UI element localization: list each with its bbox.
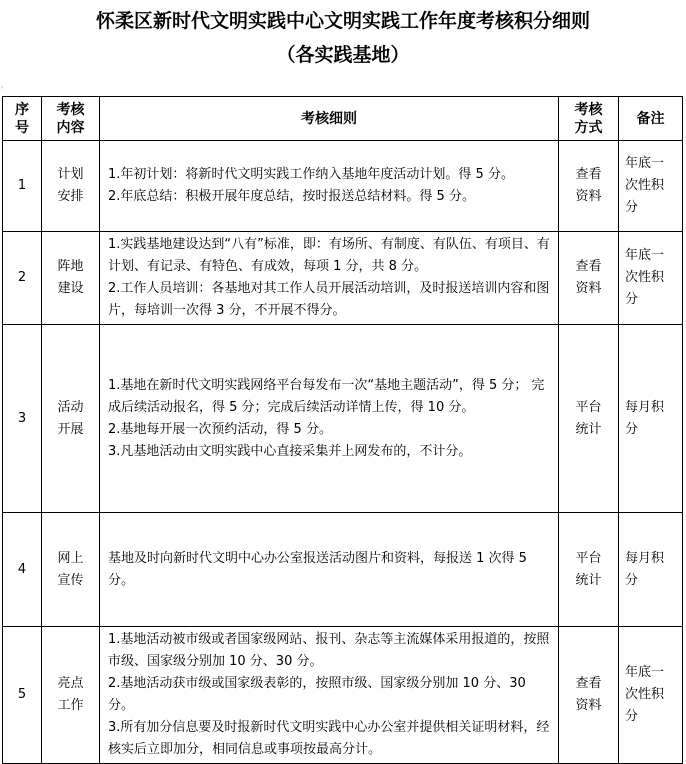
row-note: 年底一 次性积 分 xyxy=(619,141,683,232)
row-seq: 3 xyxy=(3,325,42,513)
row-content: 网上 宣传 xyxy=(42,513,100,627)
row-method: 平台 统计 xyxy=(559,325,619,513)
row-detail: 基地及时向新时代文明中心办公室报送活动图片和资料，每报送 1 次得 5 分。 xyxy=(100,513,559,627)
document-subtitle: （各实践基地） xyxy=(276,44,410,66)
row-content: 计划 安排 xyxy=(42,141,100,232)
corner-mark: ◦ xyxy=(0,84,5,92)
row-note: 年底一 次性积 分 xyxy=(619,232,683,325)
header-detail: 考核细则 xyxy=(100,97,559,141)
row-method: 查看 资料 xyxy=(559,232,619,325)
row-content: 活动 开展 xyxy=(42,325,100,513)
row-seq: 5 xyxy=(3,627,42,764)
table-row xyxy=(3,325,683,513)
row-content: 亮点 工作 xyxy=(42,627,100,764)
header-note: 备注 xyxy=(619,97,683,141)
row-note: 每月积 分 xyxy=(619,513,683,627)
table-row xyxy=(3,232,683,325)
row-seq: 1 xyxy=(3,141,42,232)
row-seq: 2 xyxy=(3,232,42,325)
row-method: 平台 统计 xyxy=(559,513,619,627)
table-row xyxy=(3,627,683,764)
row-detail: 1.年初计划：将新时代文明实践工作纳入基地年度活动计划。得 5 分。 2.年底总结：积极开展年度总结，按时报送总结材料。得 5 分。 xyxy=(100,141,559,232)
row-detail: 1.实践基地建设达到“八有”标准，即：有场所、有制度、有队伍、有项目、有计划、有记录、有特色、有成效，每项 1 分，共 8 分。 2.工作人员培训：各基地对其工作人员开展活动培训，及时报送培训内容和图片，每培训一次得 3 分，不开展不得分。 xyxy=(100,232,559,325)
row-detail: 1.基地活动被市级或者国家级网站、报刊、杂志等主流媒体采用报道的，按照市级、国家级分别加 10 分、30 分。 2.基地活动获市级或国家级表彰的，按照市级、国家级分别加 10 分、30 分。 3.所有加分信息要及时报新时代文明实践中心办公室并提供相关证明材料，经核实后立即加分，相同信息或事项按最高分计。 xyxy=(100,627,559,764)
row-method: 查看 资料 xyxy=(559,141,619,232)
header-row xyxy=(3,97,683,141)
assessment-table xyxy=(2,96,683,764)
row-seq: 4 xyxy=(3,513,42,627)
row-note: 年底一 次性积 分 xyxy=(619,627,683,764)
row-note: 每月积 分 xyxy=(619,325,683,513)
header-seq: 序 号 xyxy=(3,97,42,141)
header-content: 考核 内容 xyxy=(42,97,100,141)
row-detail: 1.基地在新时代文明实践网络平台每发布一次“基地主题活动”，得 5 分； 完成后续活动报名，得 5 分；完成后续活动详情上传，得 10 分。 2.基地每开展一次预约活动，得 5 分。 3.凡基地活动由文明实践中心直接采集并上网发布的，不计分。 xyxy=(100,325,559,513)
row-method: 查看 资料 xyxy=(559,627,619,764)
header-method: 考核 方式 xyxy=(559,97,619,141)
table-row xyxy=(3,141,683,232)
document-title: 怀柔区新时代文明实践中心文明实践工作年度考核积分细则 xyxy=(95,10,590,32)
row-content: 阵地 建设 xyxy=(42,232,100,325)
table-row xyxy=(3,513,683,627)
